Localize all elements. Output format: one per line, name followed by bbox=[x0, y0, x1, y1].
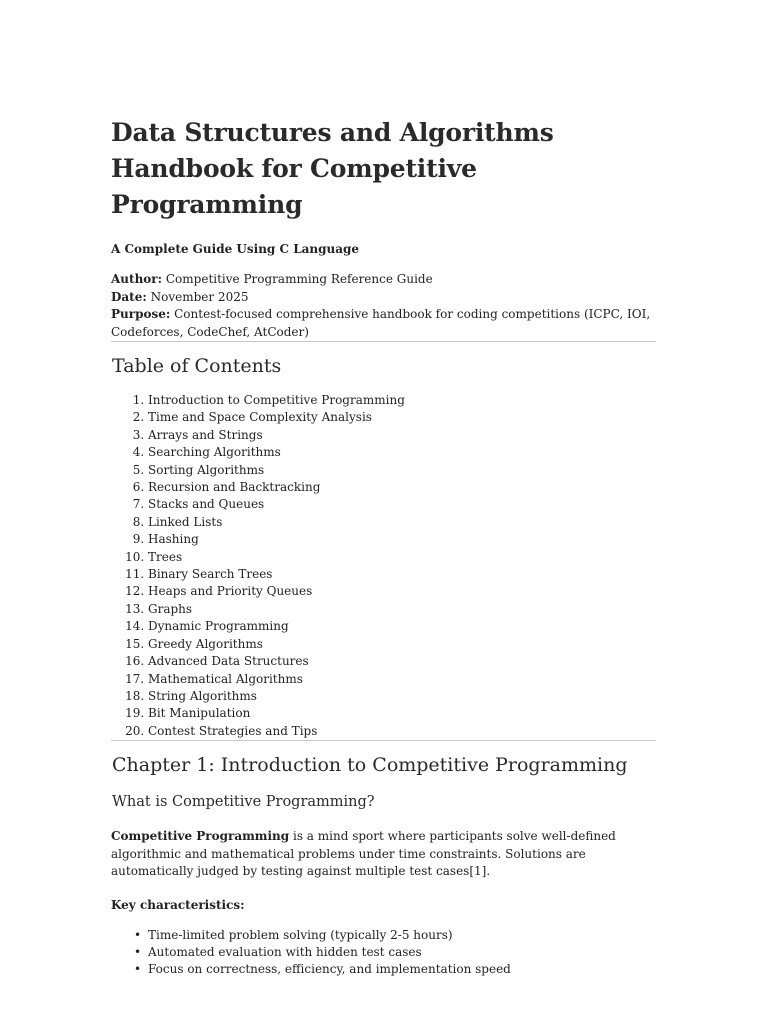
document-meta bbox=[111, 271, 656, 341]
toc-item[interactable]: 8. Linked Lists bbox=[148, 514, 656, 531]
bullet-icon: • bbox=[134, 945, 142, 960]
chapter-heading: Chapter 1: Introduction to Competitive Programming bbox=[112, 754, 628, 777]
meta-purpose bbox=[111, 306, 656, 341]
meta-date bbox=[111, 289, 656, 307]
list-item bbox=[134, 927, 656, 944]
toc-item[interactable]: 14. Dynamic Programming bbox=[148, 618, 656, 635]
intro-term: Competitive Programming bbox=[111, 829, 290, 844]
toc-item[interactable]: 11. Binary Search Trees bbox=[148, 566, 656, 583]
meta-date-label: Date: bbox=[111, 289, 147, 304]
toc-item[interactable]: 16. Advanced Data Structures bbox=[148, 653, 656, 670]
section-divider bbox=[111, 740, 656, 741]
key-characteristics-list bbox=[111, 927, 656, 979]
toc-list bbox=[111, 392, 656, 740]
list-item bbox=[134, 961, 656, 978]
toc-item[interactable]: 12. Heaps and Priority Queues bbox=[148, 583, 656, 600]
meta-purpose-value: Contest-focused comprehensive handbook for coding competitions (ICPC, IOI, Codeforces, CodeChef, AtCoder) bbox=[111, 307, 651, 339]
bullet-icon: • bbox=[134, 962, 142, 977]
toc-item[interactable]: 1. Introduction to Competitive Programming bbox=[148, 392, 656, 409]
intro-text: is a mind sport where participants solve well-defined algorithmic and mathematical problems under time constraints. Solutions are automatically judged by testing against multiple test cases[1]. bbox=[111, 829, 616, 879]
list-item-text: Time-limited problem solving (typically 2-5 hours) bbox=[148, 927, 453, 942]
list-item-text: Focus on correctness, efficiency, and implementation speed bbox=[148, 962, 511, 977]
bullet-icon: • bbox=[134, 927, 142, 942]
document-subtitle: A Complete Guide Using C Language bbox=[111, 242, 360, 256]
meta-author-label: Author: bbox=[111, 272, 163, 286]
list-item-text: Automated evaluation with hidden test cases bbox=[148, 945, 422, 960]
toc-item[interactable]: 17. Mathematical Algorithms bbox=[148, 671, 656, 688]
key-characteristics-heading: Key characteristics: bbox=[111, 897, 245, 912]
list-item bbox=[134, 944, 656, 961]
document-title: Data Structures and Algorithms Handbook for Competitive Programming bbox=[111, 118, 554, 219]
toc-item[interactable]: 3. Arrays and Strings bbox=[148, 427, 656, 444]
toc-item[interactable]: 13. Graphs bbox=[148, 601, 656, 618]
toc-item[interactable]: 6. Recursion and Backtracking bbox=[148, 479, 656, 496]
toc-item[interactable]: 10. Trees bbox=[148, 549, 656, 566]
meta-date-value: November 2025 bbox=[146, 289, 249, 304]
toc-item[interactable]: 7. Stacks and Queues bbox=[148, 496, 656, 513]
toc-item[interactable]: 9. Hashing bbox=[148, 531, 656, 548]
toc-item[interactable]: 19. Bit Manipulation bbox=[148, 705, 656, 722]
toc-item[interactable]: 18. String Algorithms bbox=[148, 688, 656, 705]
meta-author-value: Competitive Programming Reference Guide bbox=[162, 272, 433, 286]
section-divider bbox=[111, 341, 656, 342]
toc-heading: Table of Contents bbox=[112, 355, 282, 377]
toc-item[interactable]: 2. Time and Space Complexity Analysis bbox=[148, 409, 656, 426]
meta-purpose-label: Purpose: bbox=[111, 307, 171, 321]
section-heading: What is Competitive Programming? bbox=[112, 794, 375, 811]
toc-item[interactable]: 4. Searching Algorithms bbox=[148, 444, 656, 461]
toc-item[interactable]: 20. Contest Strategies and Tips bbox=[148, 723, 656, 740]
intro-paragraph bbox=[111, 828, 656, 881]
meta-author bbox=[111, 271, 656, 289]
toc-item[interactable]: 15. Greedy Algorithms bbox=[148, 636, 656, 653]
toc-item[interactable]: 5. Sorting Algorithms bbox=[148, 462, 656, 479]
